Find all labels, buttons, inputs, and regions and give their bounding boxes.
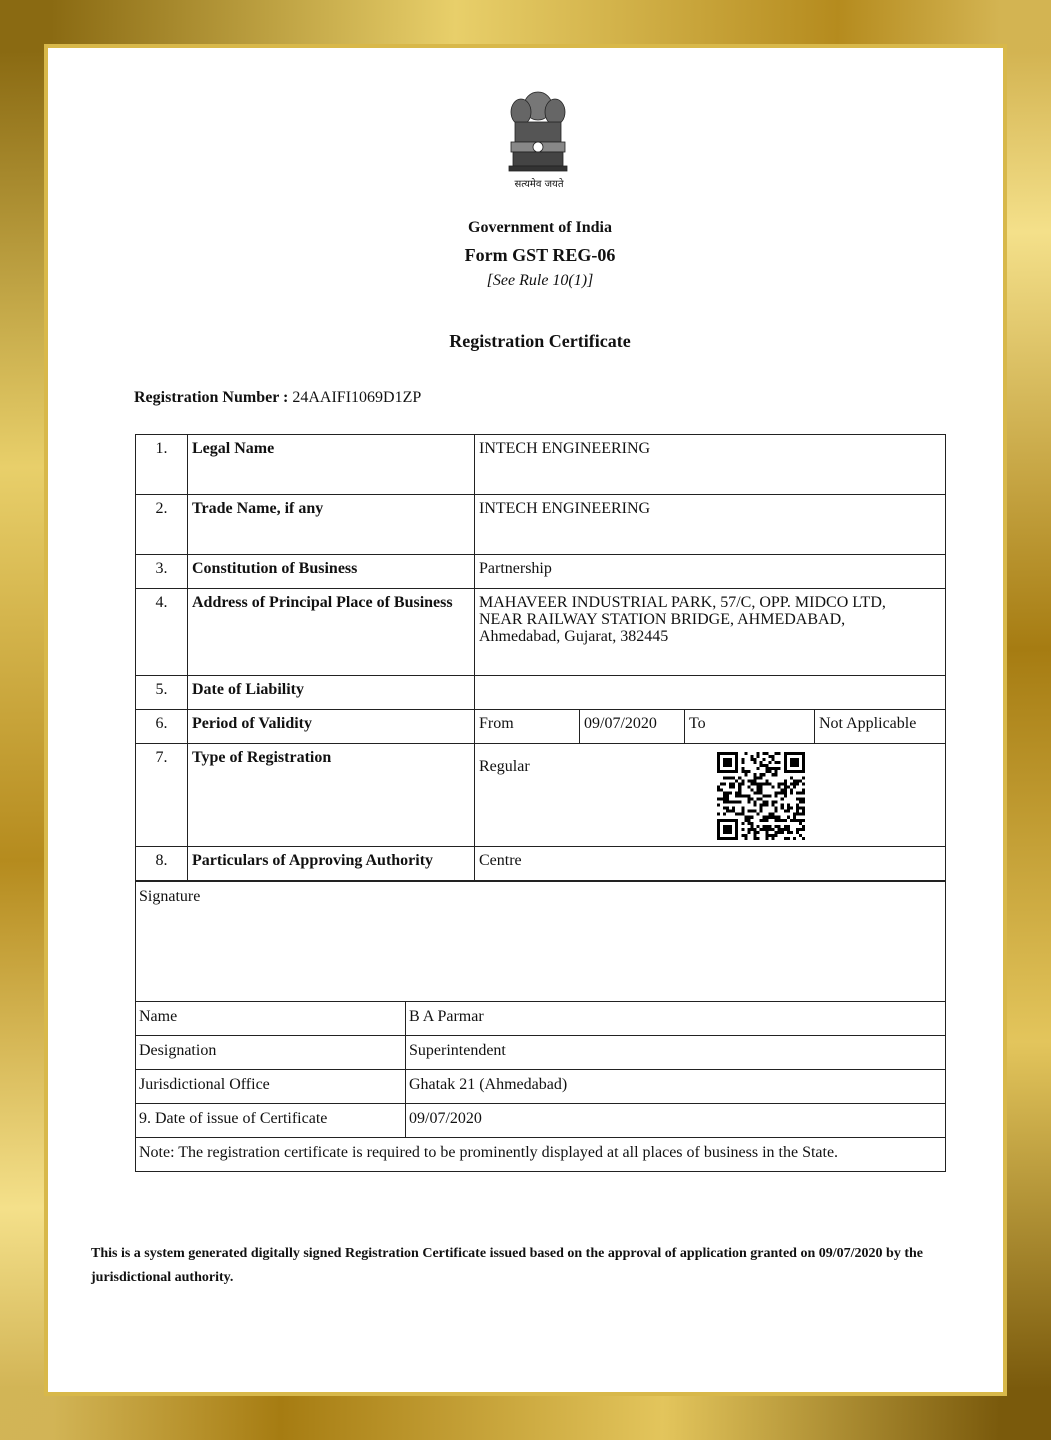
signature-table — [135, 881, 946, 1172]
row-label: Constitution of Business — [188, 555, 475, 589]
row-label: Date of Liability — [188, 676, 475, 710]
table-row — [136, 1138, 946, 1172]
validity-to-label: To — [685, 710, 815, 744]
issue-date-value: 09/07/2020 — [406, 1104, 946, 1138]
row-number: 3. — [136, 555, 188, 589]
row-label: Particulars of Approving Authority — [188, 847, 475, 881]
validity-from-value: 09/07/2020 — [580, 710, 685, 744]
table-row — [136, 882, 946, 1002]
row-value — [475, 676, 946, 710]
table-row — [136, 1002, 946, 1036]
table-row — [136, 847, 946, 881]
signature-cell: Signature — [136, 882, 946, 1002]
validity-from-label: From — [475, 710, 580, 744]
table-row — [136, 495, 946, 555]
system-generated-footer: This is a system generated digitally signed Registration Certificate issued based on the approval of application granted on 09/07/2020 by the jurisdictional authority. — [91, 1246, 923, 1285]
table-row — [136, 1036, 946, 1070]
office-label: Jurisdictional Office — [136, 1070, 406, 1104]
address-line: MAHAVEER INDUSTRIAL PARK, 57/C, OPP. MIDCO LTD, — [479, 594, 886, 611]
designation-label: Designation — [136, 1036, 406, 1070]
row-number: 2. — [136, 495, 188, 555]
table-row — [136, 555, 946, 589]
emblem-motto: सत्यमेव जयते — [514, 179, 564, 190]
row-label: Legal Name — [188, 435, 475, 495]
certificate-title: Registration Certificate — [449, 331, 631, 351]
table-row — [136, 710, 946, 744]
row-number: 6. — [136, 710, 188, 744]
address-value — [475, 589, 946, 676]
registration-details-table — [135, 434, 946, 881]
qr-code-icon — [717, 752, 805, 840]
display-note: Note: The registration certificate is required to be prominently displayed at all places of business in the State. — [136, 1138, 946, 1172]
row-value: Partnership — [475, 555, 946, 589]
table-row — [136, 435, 946, 495]
office-value: Ghatak 21 (Ahmedabad) — [406, 1070, 946, 1104]
form-heading: Form GST REG-06 — [464, 245, 616, 265]
row-value: Regular — [475, 744, 946, 847]
row-number: 4. — [136, 589, 188, 676]
row-value: INTECH ENGINEERING — [475, 495, 946, 555]
address-line: NEAR RAILWAY STATION BRIDGE, AHMEDABAD, — [479, 611, 846, 628]
row-number: 7. — [136, 744, 188, 847]
table-row — [136, 589, 946, 676]
validity-to-value: Not Applicable — [815, 710, 946, 744]
row-label: Type of Registration — [188, 744, 475, 847]
registration-number-label: Registration Number : — [134, 389, 289, 406]
government-heading: Government of India — [468, 219, 612, 236]
rule-reference: [See Rule 10(1)] — [486, 272, 594, 289]
row-label: Address of Principal Place of Business — [188, 589, 475, 676]
row-number: 1. — [136, 435, 188, 495]
row-value: INTECH ENGINEERING — [475, 435, 946, 495]
designation-value: Superintendent — [406, 1036, 946, 1070]
address-line: Ahmedabad, Gujarat, 382445 — [479, 628, 669, 645]
row-number: 5. — [136, 676, 188, 710]
name-value: B A Parmar — [406, 1002, 946, 1036]
row-value: Centre — [475, 847, 946, 881]
table-row — [136, 1104, 946, 1138]
row-number: 8. — [136, 847, 188, 881]
row-label: Period of Validity — [188, 710, 475, 744]
registration-number — [134, 389, 421, 407]
registration-number-value: 24AAIFI1069D1ZP — [292, 389, 422, 406]
table-row — [136, 1070, 946, 1104]
row-label: Trade Name, if any — [188, 495, 475, 555]
issue-date-label: 9. Date of issue of Certificate — [136, 1104, 406, 1138]
table-row — [136, 676, 946, 710]
name-label: Name — [136, 1002, 406, 1036]
table-row — [136, 744, 946, 847]
